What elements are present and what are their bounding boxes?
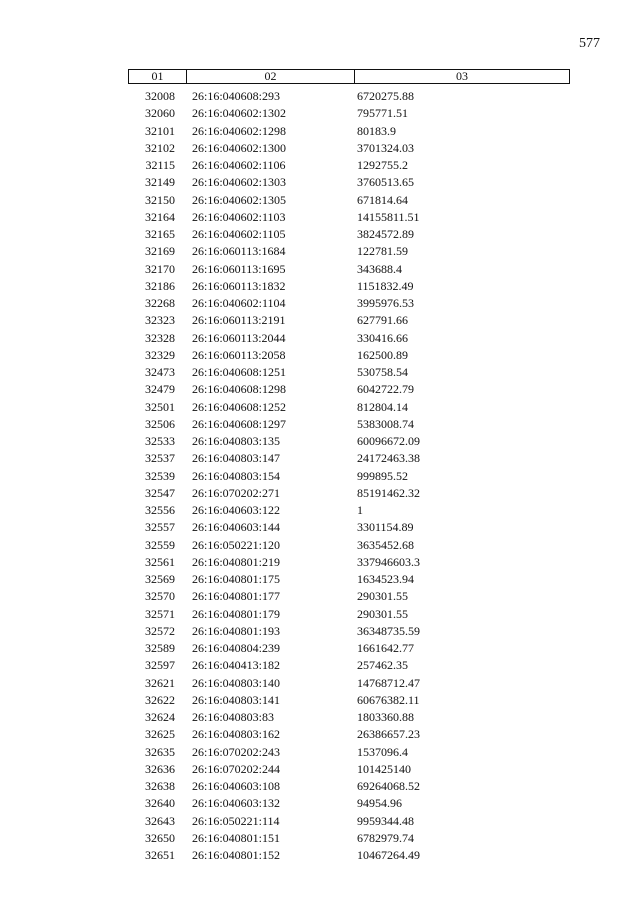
row-id-cell: 32556 [145, 503, 175, 517]
value-cell: 6782979.74 [357, 830, 414, 845]
table-row [128, 399, 570, 416]
value-cell: 80183.9 [357, 123, 396, 138]
row-id-cell: 32506 [145, 416, 175, 431]
value-cell: 999895.52 [357, 468, 408, 483]
value-cell: 14155811.51 [357, 209, 420, 224]
value-cell: 257462.35 [357, 658, 408, 673]
row-id-cell: 32622 [145, 692, 175, 707]
row-id-cell: 32635 [145, 744, 175, 759]
table-row [128, 140, 570, 157]
cadastral-number-cell: 26:16:060113:1832 [192, 278, 286, 293]
table-row [128, 571, 570, 588]
table-row [128, 123, 570, 140]
page-number: 577 [579, 36, 600, 51]
table-row [128, 243, 570, 260]
cadastral-number-cell: 26:16:040608:1298 [192, 382, 287, 397]
table-row [128, 709, 570, 726]
value-cell: 1 [357, 503, 363, 517]
value-cell: 1292755.2 [357, 158, 408, 172]
cadastral-number-cell: 26:16:040602:1103 [192, 209, 286, 224]
row-id-cell: 32150 [145, 192, 175, 207]
row-id-cell: 32559 [145, 537, 175, 552]
table-row [128, 468, 570, 485]
value-cell: 60096672.09 [357, 434, 420, 448]
cadastral-number-cell: 26:16:040803:141 [192, 692, 281, 707]
cadastral-number-cell: 26:16:060113:2191 [192, 313, 286, 328]
cadastral-number-cell: 26:16:040803:162 [192, 727, 281, 742]
cadastral-number-cell: 26:16:040803:154 [192, 468, 281, 483]
row-id-cell: 32650 [145, 830, 175, 845]
table-row [128, 261, 570, 278]
cadastral-number-cell: 26:16:040801:175 [192, 572, 281, 586]
value-cell: 85191462.32 [357, 485, 420, 500]
row-id-cell: 32165 [145, 227, 175, 241]
cadastral-number-cell: 26:16:050221:114 [192, 813, 280, 828]
cadastral-number-cell: 26:16:060113:2058 [192, 347, 286, 362]
row-id-cell: 32268 [145, 296, 175, 310]
row-id-cell: 32164 [145, 209, 175, 224]
table-row [128, 312, 570, 329]
column-header-03: 03 [456, 69, 468, 83]
row-id-cell: 32101 [145, 123, 175, 138]
table-row [128, 606, 570, 623]
value-cell: 330416.66 [357, 330, 408, 345]
row-id-cell: 32102 [145, 140, 175, 155]
table-row [128, 416, 570, 433]
value-cell: 69264068.52 [357, 779, 420, 793]
cadastral-number-cell: 26:16:040801:179 [192, 606, 281, 621]
cadastral-number-cell: 26:16:040602:1305 [192, 192, 287, 207]
value-cell: 3760513.65 [357, 175, 414, 190]
value-cell: 627791.66 [357, 313, 408, 328]
cadastral-number-cell: 26:16:040413:182 [192, 658, 281, 673]
table-row [128, 692, 570, 709]
value-cell: 14768712.47 [357, 675, 420, 690]
value-cell: 290301.55 [357, 606, 408, 621]
value-cell: 3995976.53 [357, 296, 414, 310]
cadastral-number-cell: 26:16:070202:243 [192, 744, 281, 759]
table-row [128, 847, 570, 864]
table-row [128, 778, 570, 795]
value-cell: 5383008.74 [357, 416, 414, 431]
table-row [128, 174, 570, 191]
table-row [128, 830, 570, 847]
table-row [128, 795, 570, 812]
value-cell: 3301154.89 [357, 520, 414, 535]
cadastral-number-cell: 26:16:040602:1298 [192, 123, 287, 138]
row-id-cell: 32473 [145, 365, 175, 379]
cadastral-number-cell: 26:16:040608:1251 [192, 365, 287, 379]
table-row [128, 485, 570, 502]
row-id-cell: 32115 [145, 158, 175, 172]
table-row [128, 381, 570, 398]
value-cell: 60676382.11 [357, 692, 420, 707]
cadastral-number-cell: 26:16:060113:2044 [192, 330, 286, 345]
table-row [128, 295, 570, 312]
table-row [128, 364, 570, 381]
value-cell: 101425140 [357, 761, 411, 776]
table-row [128, 502, 570, 519]
data-table [128, 69, 570, 864]
row-id-cell: 32643 [145, 813, 175, 828]
row-id-cell: 32169 [145, 244, 175, 259]
table-row [128, 813, 570, 830]
row-id-cell: 32537 [145, 451, 175, 466]
cadastral-number-cell: 26:16:060113:1684 [192, 244, 286, 259]
value-cell: 337946603.3 [357, 554, 420, 569]
value-cell: 9959344.48 [357, 813, 414, 828]
row-id-cell: 32008 [145, 89, 175, 103]
table-row [128, 347, 570, 364]
value-cell: 1803360.88 [357, 710, 414, 724]
row-id-cell: 32571 [145, 606, 175, 621]
value-cell: 1151832.49 [357, 278, 414, 293]
cadastral-number-cell: 26:16:040801:152 [192, 848, 281, 862]
row-id-cell: 32533 [145, 434, 175, 448]
cadastral-number-cell: 26:16:040602:1106 [192, 158, 286, 172]
cadastral-number-cell: 26:16:040608:1297 [192, 416, 287, 431]
table-row [128, 278, 570, 295]
cadastral-number-cell: 26:16:040803:147 [192, 451, 281, 466]
cadastral-number-cell: 26:16:060113:1695 [192, 261, 286, 276]
cadastral-number-cell: 26:16:040608:1252 [192, 399, 287, 414]
value-cell: 6042722.79 [357, 382, 414, 397]
value-cell: 24172463.38 [357, 451, 420, 466]
table-row [128, 761, 570, 778]
value-cell: 671814.64 [357, 192, 408, 207]
cadastral-number-cell: 26:16:040602:1104 [192, 296, 286, 310]
table-row [128, 88, 570, 105]
row-id-cell: 32621 [145, 675, 175, 690]
cadastral-number-cell: 26:16:040603:132 [192, 796, 281, 811]
row-id-cell: 32624 [145, 710, 175, 724]
row-id-cell: 32323 [145, 313, 175, 328]
table-row [128, 744, 570, 761]
table-row [128, 226, 570, 243]
value-cell: 10467264.49 [357, 848, 420, 862]
row-id-cell: 32570 [145, 589, 175, 604]
cadastral-number-cell: 26:16:040603:144 [192, 520, 281, 535]
value-cell: 3701324.03 [357, 140, 414, 155]
table-row [128, 192, 570, 209]
table-row [128, 640, 570, 657]
value-cell: 795771.51 [357, 106, 408, 121]
row-id-cell: 32557 [145, 520, 175, 535]
cadastral-number-cell: 26:16:040603:108 [192, 779, 281, 793]
table-row [128, 433, 570, 450]
row-id-cell: 32640 [145, 796, 175, 811]
table-row [128, 623, 570, 640]
value-cell: 6720275.88 [357, 89, 414, 103]
value-cell: 26386657.23 [357, 727, 420, 742]
cadastral-number-cell: 26:16:070202:244 [192, 761, 281, 776]
cadastral-number-cell: 26:16:040803:83 [192, 710, 275, 724]
table-row [128, 726, 570, 743]
row-id-cell: 32572 [145, 623, 175, 638]
cadastral-number-cell: 26:16:040608:293 [192, 89, 281, 103]
row-id-cell: 32539 [145, 468, 175, 483]
table-row [128, 675, 570, 692]
cadastral-number-cell: 26:16:040803:135 [192, 434, 281, 448]
row-id-cell: 32589 [145, 641, 175, 655]
cadastral-number-cell: 26:16:040801:151 [192, 830, 281, 845]
value-cell: 812804.14 [357, 399, 408, 414]
cadastral-number-cell: 26:16:040804:239 [192, 641, 281, 655]
row-id-cell: 32060 [145, 106, 175, 121]
row-id-cell: 32561 [145, 554, 175, 569]
value-cell: 122781.59 [357, 244, 408, 259]
table-row [128, 105, 570, 122]
value-cell: 1661642.77 [357, 641, 414, 655]
cadastral-number-cell: 26:16:040602:1302 [192, 106, 287, 121]
row-id-cell: 32569 [145, 572, 175, 586]
value-cell: 1537096.4 [357, 744, 408, 759]
table-header [128, 69, 570, 84]
row-id-cell: 32636 [145, 761, 175, 776]
table-row [128, 157, 570, 174]
row-id-cell: 32597 [145, 658, 175, 673]
table-row [128, 450, 570, 467]
cadastral-number-cell: 26:16:040603:122 [192, 503, 281, 517]
value-cell: 1634523.94 [357, 572, 414, 586]
table-row [128, 330, 570, 347]
table-row [128, 209, 570, 226]
value-cell: 3824572.89 [357, 227, 414, 241]
value-cell: 3635452.68 [357, 537, 414, 552]
cadastral-number-cell: 26:16:050221:120 [192, 537, 281, 552]
cadastral-number-cell: 26:16:040801:177 [192, 589, 281, 604]
cadastral-number-cell: 26:16:040602:1300 [192, 140, 287, 155]
row-id-cell: 32329 [145, 347, 175, 362]
row-id-cell: 32638 [145, 779, 175, 793]
cadastral-number-cell: 26:16:070202:271 [192, 485, 281, 500]
row-id-cell: 32501 [145, 399, 175, 414]
row-id-cell: 32479 [145, 382, 175, 397]
value-cell: 343688.4 [357, 261, 402, 276]
table-row [128, 554, 570, 571]
value-cell: 36348735.59 [357, 623, 420, 638]
column-header-02: 02 [187, 70, 355, 83]
cadastral-number-cell: 26:16:040801:193 [192, 623, 281, 638]
value-cell: 94954.96 [357, 796, 402, 811]
row-id-cell: 32170 [145, 261, 175, 276]
table-body [128, 88, 570, 864]
value-cell: 162500.89 [357, 347, 408, 362]
column-header-01: 01 [129, 70, 187, 83]
table-row [128, 588, 570, 605]
value-cell: 290301.55 [357, 589, 408, 604]
cadastral-number-cell: 26:16:040803:140 [192, 675, 281, 690]
value-cell: 530758.54 [357, 365, 408, 379]
cadastral-number-cell: 26:16:040801:219 [192, 554, 281, 569]
row-id-cell: 32625 [145, 727, 175, 742]
row-id-cell: 32651 [145, 848, 175, 862]
cadastral-number-cell: 26:16:040602:1105 [192, 227, 286, 241]
row-id-cell: 32328 [145, 330, 175, 345]
table-row [128, 519, 570, 536]
table-row [128, 537, 570, 554]
row-id-cell: 32186 [145, 278, 175, 293]
cadastral-number-cell: 26:16:040602:1303 [192, 175, 287, 190]
table-row [128, 657, 570, 674]
row-id-cell: 32149 [145, 175, 175, 190]
row-id-cell: 32547 [145, 485, 175, 500]
